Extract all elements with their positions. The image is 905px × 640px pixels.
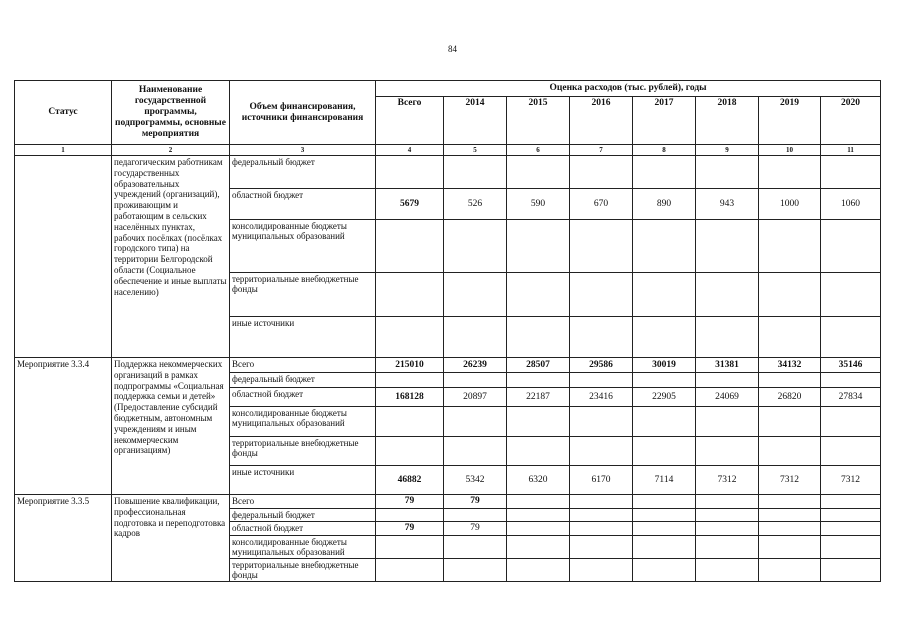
amount-cell: 46882 [376, 466, 444, 495]
amount-cell [759, 536, 821, 559]
amount-cell [821, 373, 881, 388]
funding-source-cell: территориальные внебюджетные фонды [230, 273, 376, 317]
amount-cell: 22905 [633, 388, 696, 407]
funding-source-cell: областной бюджет [230, 522, 376, 536]
amount-cell: 30019 [633, 358, 696, 373]
amount-cell [821, 495, 881, 509]
header-year: 2015 [507, 97, 570, 145]
header-financing: Объем финансирования, источники финансирования [230, 81, 376, 145]
amount-cell [821, 407, 881, 437]
amount-cell [633, 156, 696, 189]
amount-cell: 6320 [507, 466, 570, 495]
amount-cell [376, 437, 444, 466]
amount-cell [376, 536, 444, 559]
amount-cell [633, 536, 696, 559]
amount-cell: 890 [633, 189, 696, 220]
amount-cell: 79 [444, 495, 507, 509]
amount-cell: 28507 [507, 358, 570, 373]
amount-cell [444, 437, 507, 466]
header-estimate: Оценка расходов (тыс. рублей), годы [376, 81, 881, 97]
column-number: 6 [507, 145, 570, 156]
funding-source-cell: иные источники [230, 317, 376, 358]
table-row [15, 358, 881, 373]
funding-source-cell: Всего [230, 358, 376, 373]
amount-cell [444, 156, 507, 189]
amount-cell [507, 273, 570, 317]
amount-cell [633, 437, 696, 466]
column-number: 4 [376, 145, 444, 156]
amount-cell [507, 522, 570, 536]
amount-cell: 79 [376, 495, 444, 509]
amount-cell [759, 220, 821, 273]
amount-cell [444, 273, 507, 317]
funding-source-cell: федеральный бюджет [230, 509, 376, 522]
funding-source-cell: иные источники [230, 466, 376, 495]
amount-cell [633, 495, 696, 509]
amount-cell [444, 559, 507, 582]
amount-cell [444, 509, 507, 522]
column-number: 8 [633, 145, 696, 156]
amount-cell [507, 559, 570, 582]
header-name: Наименование государственной программы, подпрограммы, основные мероприятия [112, 81, 230, 145]
header-year: 2014 [444, 97, 507, 145]
amount-cell: 590 [507, 189, 570, 220]
amount-cell [444, 373, 507, 388]
amount-cell [696, 407, 759, 437]
amount-cell: 29586 [570, 358, 633, 373]
amount-cell [821, 156, 881, 189]
amount-cell [821, 220, 881, 273]
amount-cell [696, 273, 759, 317]
column-number: 7 [570, 145, 633, 156]
amount-cell [507, 220, 570, 273]
measure-name-cell: педагогическим работникам государственных образовательных учреждений (организаций), проживающим и работающим в сельских населённых пунктах, рабочих посёлках (посёлках городского типа) на территории Белгородской области (Социальное обеспечение и иные выплаты населению) [112, 156, 230, 358]
amount-cell: 24069 [696, 388, 759, 407]
amount-cell [821, 317, 881, 358]
amount-cell [821, 437, 881, 466]
amount-cell [759, 317, 821, 358]
amount-cell [633, 509, 696, 522]
column-number: 10 [759, 145, 821, 156]
budget-table [14, 80, 881, 582]
amount-cell [570, 559, 633, 582]
amount-cell [507, 509, 570, 522]
amount-cell [821, 559, 881, 582]
amount-cell [570, 407, 633, 437]
amount-cell [507, 437, 570, 466]
amount-cell [759, 495, 821, 509]
amount-cell: 79 [444, 522, 507, 536]
amount-cell [696, 509, 759, 522]
amount-cell [507, 407, 570, 437]
amount-cell [376, 317, 444, 358]
page-number: 84 [448, 44, 457, 54]
amount-cell: 943 [696, 189, 759, 220]
amount-cell [759, 559, 821, 582]
amount-cell [570, 373, 633, 388]
amount-cell [376, 373, 444, 388]
amount-cell: 35146 [821, 358, 881, 373]
amount-cell [759, 373, 821, 388]
header-status: Статус [15, 81, 112, 145]
amount-cell: 26239 [444, 358, 507, 373]
amount-cell: 670 [570, 189, 633, 220]
funding-source-cell: федеральный бюджет [230, 373, 376, 388]
amount-cell [633, 522, 696, 536]
amount-cell [633, 317, 696, 358]
header-year: 2016 [570, 97, 633, 145]
amount-cell [376, 273, 444, 317]
amount-cell [696, 536, 759, 559]
header-year: 2017 [633, 97, 696, 145]
amount-cell [570, 495, 633, 509]
amount-cell [507, 156, 570, 189]
measure-name-cell: Поддержка некоммерческих организаций в рамках подпрограммы «Социальная поддержка семьи и детей» (Предоставление субсидий бюджетным, автономным учреждениям и иным некоммерческим организациям) [112, 358, 230, 495]
amount-cell: 7114 [633, 466, 696, 495]
amount-cell [633, 373, 696, 388]
funding-source-cell: федеральный бюджет [230, 156, 376, 189]
amount-cell [759, 273, 821, 317]
amount-cell [507, 536, 570, 559]
funding-source-cell: территориальные внебюджетные фонды [230, 559, 376, 582]
column-number: 2 [112, 145, 230, 156]
amount-cell [759, 522, 821, 536]
column-number: 3 [230, 145, 376, 156]
funding-source-cell: территориальные внебюджетные фонды [230, 437, 376, 466]
table-row [15, 156, 881, 189]
amount-cell [507, 317, 570, 358]
column-number: 1 [15, 145, 112, 156]
header-year: 2020 [821, 97, 881, 145]
amount-cell: 27834 [821, 388, 881, 407]
status-cell: Мероприятие 3.3.4 [15, 358, 112, 495]
measure-name-cell: Повышение квалификации, профессиональная подготовка и переподготовка кадров [112, 495, 230, 582]
funding-source-cell: областной бюджет [230, 388, 376, 407]
funding-source-cell: консолидированные бюджеты муниципальных образований [230, 536, 376, 559]
amount-cell [376, 509, 444, 522]
amount-cell: 31381 [696, 358, 759, 373]
amount-cell [696, 373, 759, 388]
amount-cell [821, 273, 881, 317]
column-number: 11 [821, 145, 881, 156]
amount-cell [570, 437, 633, 466]
amount-cell: 6170 [570, 466, 633, 495]
amount-cell [759, 407, 821, 437]
amount-cell [376, 156, 444, 189]
header-year: 2018 [696, 97, 759, 145]
amount-cell [633, 407, 696, 437]
amount-cell: 7312 [759, 466, 821, 495]
amount-cell [570, 509, 633, 522]
funding-source-cell: Всего [230, 495, 376, 509]
amount-cell: 5679 [376, 189, 444, 220]
amount-cell [696, 156, 759, 189]
amount-cell [570, 156, 633, 189]
amount-cell: 7312 [696, 466, 759, 495]
header-year: 2019 [759, 97, 821, 145]
amount-cell: 1060 [821, 189, 881, 220]
amount-cell [633, 273, 696, 317]
status-cell [15, 156, 112, 358]
amount-cell: 23416 [570, 388, 633, 407]
amount-cell [696, 559, 759, 582]
amount-cell [570, 522, 633, 536]
amount-cell [696, 437, 759, 466]
amount-cell [633, 559, 696, 582]
amount-cell: 34132 [759, 358, 821, 373]
amount-cell [507, 373, 570, 388]
amount-cell [633, 220, 696, 273]
amount-cell [821, 509, 881, 522]
amount-cell: 20897 [444, 388, 507, 407]
amount-cell: 1000 [759, 189, 821, 220]
amount-cell [570, 273, 633, 317]
amount-cell [376, 407, 444, 437]
amount-cell [759, 509, 821, 522]
amount-cell: 26820 [759, 388, 821, 407]
amount-cell [821, 522, 881, 536]
amount-cell: 168128 [376, 388, 444, 407]
status-cell: Мероприятие 3.3.5 [15, 495, 112, 582]
amount-cell [759, 156, 821, 189]
amount-cell: 22187 [507, 388, 570, 407]
amount-cell [759, 437, 821, 466]
amount-cell [570, 317, 633, 358]
amount-cell [444, 317, 507, 358]
header-year: Всего [376, 97, 444, 145]
amount-cell [507, 495, 570, 509]
amount-cell: 526 [444, 189, 507, 220]
amount-cell [696, 317, 759, 358]
amount-cell [696, 522, 759, 536]
funding-source-cell: консолидированные бюджеты муниципальных образований [230, 407, 376, 437]
amount-cell: 7312 [821, 466, 881, 495]
amount-cell: 79 [376, 522, 444, 536]
table-row [15, 495, 881, 509]
amount-cell: 5342 [444, 466, 507, 495]
column-number: 9 [696, 145, 759, 156]
amount-cell [570, 536, 633, 559]
column-number: 5 [444, 145, 507, 156]
amount-cell [821, 536, 881, 559]
funding-source-cell: областной бюджет [230, 189, 376, 220]
amount-cell [444, 536, 507, 559]
funding-source-cell: консолидированные бюджеты муниципальных образований [230, 220, 376, 273]
amount-cell [376, 559, 444, 582]
amount-cell [444, 220, 507, 273]
amount-cell: 215010 [376, 358, 444, 373]
amount-cell [376, 220, 444, 273]
amount-cell [696, 220, 759, 273]
amount-cell [570, 220, 633, 273]
amount-cell [696, 495, 759, 509]
amount-cell [444, 407, 507, 437]
